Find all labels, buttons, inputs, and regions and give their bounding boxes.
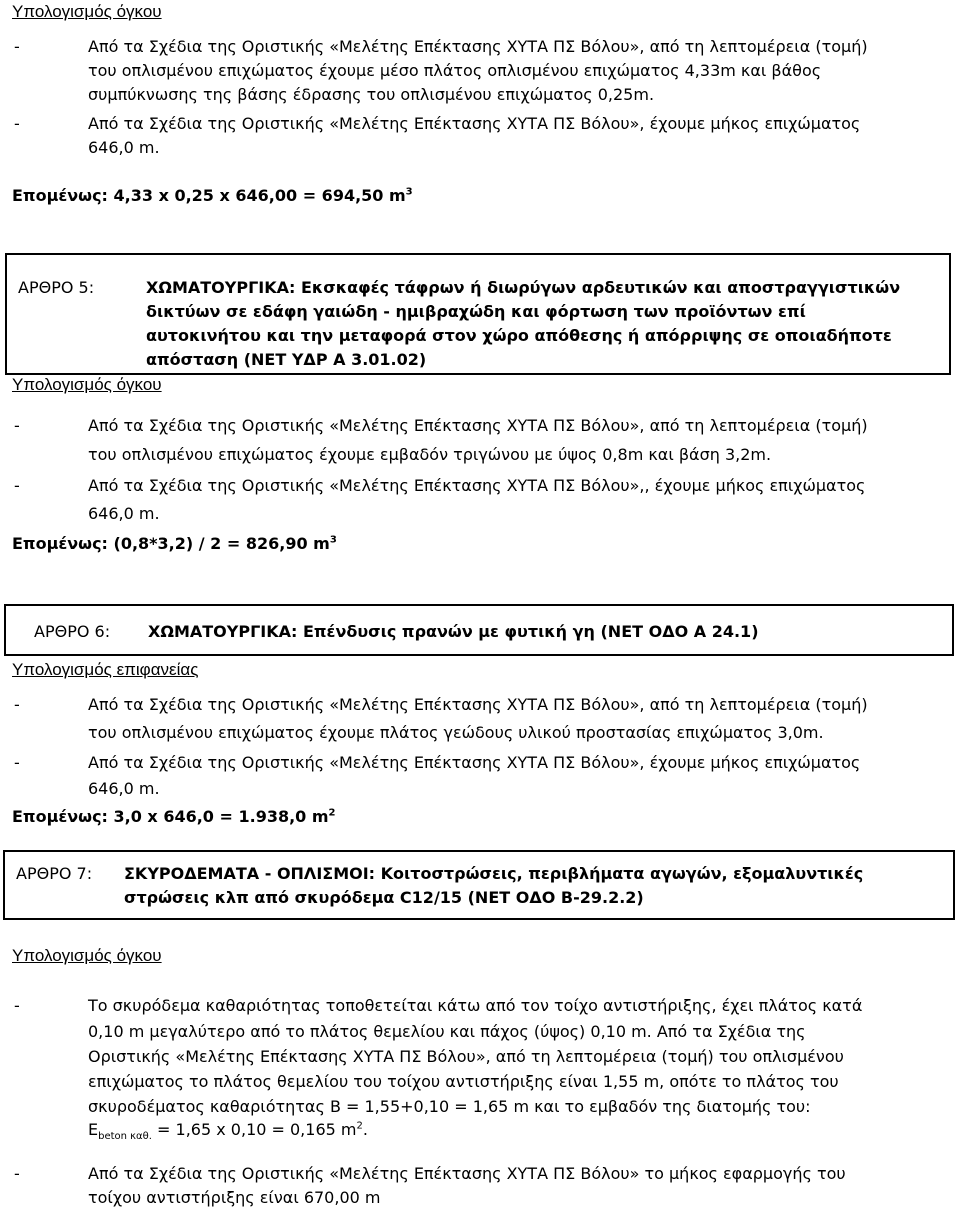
text-line: του οπλισμένου επιχώματος έχουμε πλάτος γεώδους υλικού προστασίας επιχώματος 3,0m. (88, 723, 824, 742)
formula-exponent: 3 (405, 186, 413, 198)
text-line: Από τα Σχέδια της Οριστικής «Μελέτης Επέκτασης ΧΥΤΑ ΠΣ Βόλου», από τη λεπτομέρεια (τομή) (88, 416, 868, 435)
volume-formula-1 (12, 184, 413, 208)
e-symbol: E (88, 1120, 99, 1139)
article-5-label: ΑΡΘΡΟ 5: (18, 278, 95, 297)
bullet-dash: - (14, 416, 20, 435)
text-span: 0,10 m μεγαλύτερο από το πλάτος θεμελίου και πάχος (ύψος) 0,10 m. Από τα Σχέδια της (88, 1022, 806, 1041)
text-line (88, 1045, 954, 1069)
bullet-dash: - (14, 114, 20, 133)
formula-text: = 1,65 x 0,10 = 0,165 m (151, 1120, 357, 1139)
text-span: Οριστικής «Μελέτης Επέκτασης ΧΥΤΑ ΠΣ Βόλου», από τη λεπτομέρεια (τομή) του οπλισμένου (88, 1047, 844, 1066)
title-line: αυτοκινήτου και την μεταφορά στον χώρο απόθεσης ή απόρριψης σε οποιαδήποτε (146, 326, 892, 345)
formula-exponent: 3 (329, 534, 337, 546)
bullet-dash: - (14, 476, 20, 495)
text-line: συμπύκνωσης της βάσης έδρασης του οπλισμένου επιχώματος 0,25m. (88, 85, 655, 104)
text-line: 646,0 m. (88, 504, 160, 523)
bullet-dash: - (14, 996, 20, 1015)
bullet-dash: - (14, 37, 20, 56)
text-line (88, 1070, 954, 1094)
article-6-title: ΧΩΜΑΤΟΥΡΓΙΚΑ: Επένδυσις πρανών με φυτική γη (ΝΕΤ ΟΔΟ Α 24.1) (148, 622, 759, 641)
text-line: του οπλισμένου επιχώματος έχουμε εμβαδόν τριγώνου με ύψος 0,8m και βάση 3,2m. (88, 445, 772, 464)
formula-text: Επομένως: 3,0 x 646,0 = 1.938,0 m (12, 807, 329, 826)
text-span: Από τα Σχέδια της Οριστικής «Μελέτης Επέκτασης ΧΥΤΑ ΠΣ Βόλου», από τη λεπτομέρεια (τομή) (88, 37, 868, 56)
title-line: ΧΩΜΑΤΟΥΡΓΙΚΑ: Εκσκαφές τάφρων ή διωρύγων αρδευτικών και αποστραγγιστικών (146, 278, 901, 297)
text-span: επιχώματος το πλάτος θεμελίου του τοίχου αντιστήριξης είναι 1,55 m, οπότε το πλάτος του (88, 1072, 839, 1091)
formula-text: Επομένως: 4,33 x 0,25 x 646,00 = 694,50 m (12, 186, 406, 205)
article-5-title (146, 276, 936, 372)
text-line (88, 1020, 954, 1044)
text-line: Από τα Σχέδια της Οριστικής «Μελέτης Επέκτασης ΧΥΤΑ ΠΣ Βόλου», έχουμε μήκος επιχώματος (88, 753, 861, 772)
bullet-dash: - (14, 1164, 20, 1183)
text-line: Από τα Σχέδια της Οριστικής «Μελέτης Επέκτασης ΧΥΤΑ ΠΣ Βόλου», έχουμε μήκος επιχώματος (88, 114, 861, 133)
text-span: Το σκυρόδεμα καθαριότητας τοποθετείται κάτω από τον τοίχο αντιστήριξης, έχει πλάτος κατά (88, 996, 863, 1015)
formula-text: Επομένως: (0,8*3,2) / 2 = 826,90 m (12, 534, 330, 553)
text-line: 646,0 m. (88, 779, 160, 798)
article-6-label: ΑΡΘΡΟ 6: (34, 622, 111, 641)
bullet-dash: - (14, 695, 20, 714)
title-line (146, 300, 936, 324)
formula-exponent: 2 (356, 1120, 363, 1132)
text-line: του οπλισμένου επιχώματος έχουμε μέσο πλάτος οπλισμένου επιχώματος 4,33m και βάθος (88, 61, 822, 80)
section-heading-volume-7: Υπολογισμός όγκου (12, 946, 162, 965)
text-line: τοίχου αντιστήριξης είναι 670,00 m (88, 1188, 381, 1207)
text-line-formula (88, 1118, 368, 1142)
article-7-label: ΑΡΘΡΟ 7: (16, 864, 93, 883)
text-line: Από τα Σχέδια της Οριστικής «Μελέτης Επέκτασης ΧΥΤΑ ΠΣ Βόλου» το μήκος εφαρμογής του (88, 1164, 846, 1183)
title-line: ΣΚΥΡΟΔΕΜΑΤΑ - ΟΠΛΙΣΜΟΙ: Κοιτοστρώσεις, περιβλήματα αγωγών, εξομαλυντικές (124, 864, 864, 883)
period: . (362, 1120, 368, 1139)
section-heading-surface-6: Υπολογισμός επιφανείας (12, 660, 199, 679)
text-line (88, 1095, 954, 1119)
bullet-dash: - (14, 753, 20, 772)
volume-formula-5 (12, 532, 337, 556)
text-line (88, 35, 954, 59)
title-line: στρώσεις κλπ από σκυρόδεμα C12/15 (ΝΕΤ ΟΔΟ Β-29.2.2) (124, 888, 644, 907)
article-7-title (124, 862, 863, 910)
title-line: απόσταση (ΝΕΤ ΥΔΡ Α 3.01.02) (146, 350, 427, 369)
surface-formula-6 (12, 805, 336, 829)
text-span: σκυροδέματος καθαριότητας Β = 1,55+0,10 = 1,65 m και το εμβαδόν της διατομής του: (88, 1097, 811, 1116)
e-subscript: beton καθ. (98, 1131, 152, 1143)
section-heading-volume-1: Υπολογισμός όγκου (12, 2, 162, 21)
section-heading-volume-5: Υπολογισμός όγκου (12, 375, 162, 394)
text-line: 646,0 m. (88, 138, 160, 157)
text-line: Από τα Σχέδια της Οριστικής «Μελέτης Επέκτασης ΧΥΤΑ ΠΣ Βόλου», από τη λεπτομέρεια (τομή) (88, 695, 868, 714)
formula-exponent: 2 (328, 807, 336, 819)
text-line (88, 994, 954, 1018)
text-line: Από τα Σχέδια της Οριστικής «Μελέτης Επέκτασης ΧΥΤΑ ΠΣ Βόλου»,, έχουμε μήκος επιχώματος (88, 476, 866, 495)
title-span: δικτύων σε εδάφη γαιώδη - ημιβραχώδη και φόρτωση των προϊόντων επί (146, 302, 806, 321)
